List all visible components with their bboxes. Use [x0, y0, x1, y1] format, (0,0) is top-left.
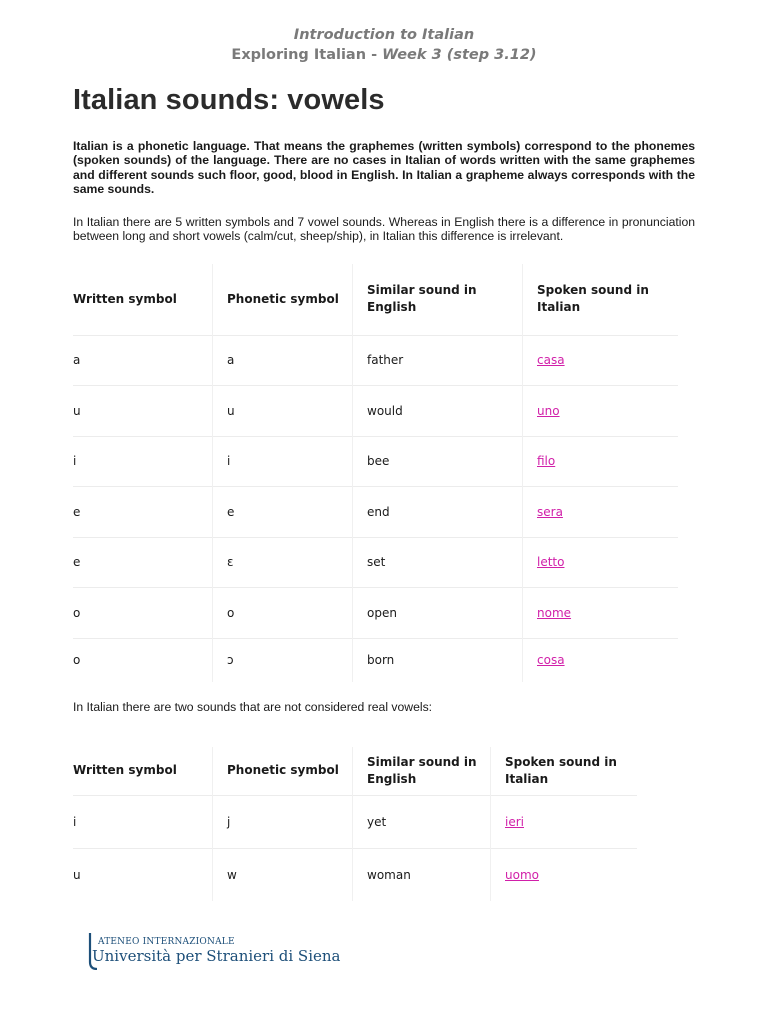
written-symbol: i	[73, 795, 213, 848]
audio-link-ieri[interactable]: ieri	[505, 814, 524, 829]
page-title: Italian sounds: vowels	[73, 84, 385, 116]
column-header: Spoken sound in Italian	[505, 754, 617, 786]
table-row	[73, 487, 678, 538]
written-symbol: e	[73, 487, 213, 538]
english-sound: born	[353, 638, 523, 682]
column-header: Phonetic symbol	[213, 747, 353, 795]
audio-link-casa[interactable]: casa	[537, 353, 565, 368]
written-symbol: i	[73, 436, 213, 487]
audio-link-uno[interactable]: uno	[537, 403, 560, 418]
audio-link-uomo[interactable]: uomo	[505, 867, 539, 882]
table-row	[73, 848, 637, 901]
column-header: Similar sound in English	[353, 264, 523, 335]
written-symbol: o	[73, 638, 213, 682]
intro-paragraph-bold: Italian is a phonetic language. That means the graphemes (written symbols) correspond to the phonemes (spoken sounds) of the language. There are no cases in Italian of words written with the same graphemes and different sounds such floor, good, blood in English. In Italian a grapheme always corresponds with the same sounds.	[73, 139, 695, 196]
phonetic-symbol: w	[213, 848, 353, 901]
english-sound: open	[353, 588, 523, 639]
phonetic-symbol: ɔ	[213, 638, 353, 682]
table-row	[73, 335, 678, 386]
english-sound: bee	[353, 436, 523, 487]
logo-line1: ATENEO INTERNAZIONALE	[98, 937, 235, 947]
semivowels-table	[73, 747, 637, 901]
written-symbol: e	[73, 537, 213, 588]
course-title: Introduction to Italian	[293, 27, 475, 43]
intro-paragraph: In Italian there are 5 written symbols and 7 vowel sounds. Whereas in English there is a difference in pronunciation between long and short vowels (calm/cut, sheep/ship), in Italian this difference is irrelevant.	[73, 215, 695, 244]
written-symbol: u	[73, 386, 213, 437]
english-sound: yet	[353, 795, 491, 848]
english-sound: set	[353, 537, 523, 588]
phonetic-symbol: ɛ	[213, 537, 353, 588]
audio-link-letto[interactable]: letto	[537, 555, 565, 570]
university-logo	[86, 932, 346, 972]
english-sound: father	[353, 335, 523, 386]
semivowels-intro: In Italian there are two sounds that are not considered real vowels:	[73, 700, 433, 714]
phonetic-symbol: i	[213, 436, 353, 487]
written-symbol: u	[73, 848, 213, 901]
table-header-row	[73, 264, 678, 335]
course-subtitle	[0, 47, 768, 63]
table-row	[73, 537, 678, 588]
phonetic-symbol: u	[213, 386, 353, 437]
logo-line2: Università per Stranieri di Siena	[92, 947, 341, 965]
audio-link-sera[interactable]: sera	[537, 504, 563, 519]
english-sound: end	[353, 487, 523, 538]
column-header: Spoken sound in Italian	[537, 283, 649, 315]
written-symbol: o	[73, 588, 213, 639]
column-header: Written symbol	[73, 747, 213, 795]
column-header: Written symbol	[73, 264, 213, 335]
table-row	[73, 588, 678, 639]
table-row	[73, 386, 678, 437]
phonetic-symbol: e	[213, 487, 353, 538]
written-symbol: a	[73, 335, 213, 386]
course-subtitle-prefix: Exploring Italian -	[231, 47, 383, 63]
column-header: Phonetic symbol	[213, 264, 353, 335]
phonetic-symbol: j	[213, 795, 353, 848]
column-header: Similar sound in English	[353, 747, 491, 795]
vowels-table	[73, 264, 678, 682]
audio-link-cosa[interactable]: cosa	[537, 653, 565, 668]
phonetic-symbol: o	[213, 588, 353, 639]
audio-link-nome[interactable]: nome	[537, 605, 572, 620]
course-subtitle-week: Week 3 (step 3.12)	[382, 47, 537, 63]
english-sound: would	[353, 386, 523, 437]
table-row	[73, 795, 637, 848]
phonetic-symbol: a	[213, 335, 353, 386]
table-header-row	[73, 747, 637, 795]
audio-link-filo[interactable]: filo	[537, 454, 556, 469]
table-row	[73, 638, 678, 682]
english-sound: woman	[353, 848, 491, 901]
table-row	[73, 436, 678, 487]
